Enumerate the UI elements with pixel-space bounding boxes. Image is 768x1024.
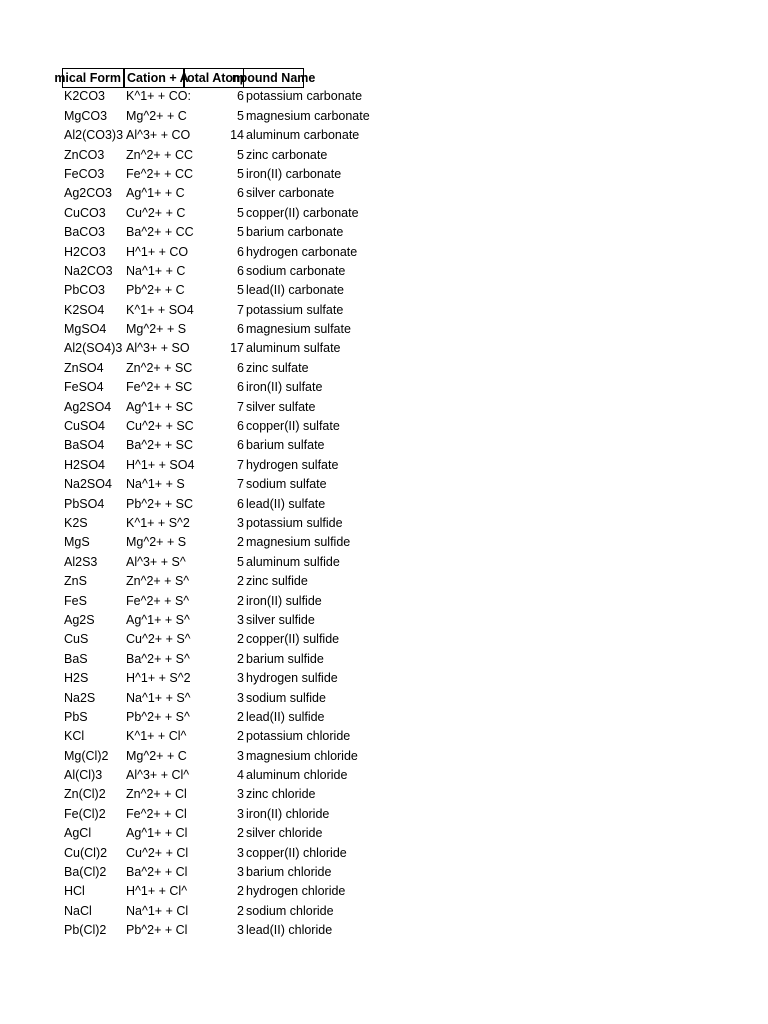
ions-cell[interactable]: K^1+ + SO4 [126, 302, 194, 317]
ions-cell[interactable]: H^1+ + Cl^ [126, 884, 188, 899]
atom-count-cell[interactable]: 2 [237, 903, 244, 918]
atom-count-cell[interactable]: 14 [230, 128, 244, 143]
compound-name-cell[interactable]: lead(II) sulfate [246, 496, 326, 511]
table-row [62, 514, 364, 533]
formula-cell[interactable]: CuS [64, 632, 89, 647]
header-compound-name[interactable] [232, 68, 316, 88]
atom-count-cell[interactable]: 7 [237, 477, 244, 492]
ions-cell[interactable]: Mg^2+ + S [126, 535, 187, 550]
formula-cell[interactable]: KCl [64, 729, 85, 744]
ions-cell[interactable]: K^1+ + S^2 [126, 515, 190, 530]
table-row [62, 727, 364, 746]
formula-cell[interactable]: ZnSO4 [64, 360, 104, 375]
compound-name-cell[interactable]: lead(II) sulfide [246, 709, 325, 724]
ions-cell[interactable]: Fe^2+ + SC [126, 380, 193, 395]
compound-name-cell[interactable]: barium sulfide [246, 651, 324, 666]
atom-count-cell[interactable]: 5 [237, 166, 244, 181]
ions-cell[interactable]: Cu^2+ + SC [126, 419, 194, 434]
compound-name-cell[interactable]: barium carbonate [246, 225, 344, 240]
header-label: mical Form [54, 71, 121, 85]
atom-count-cell[interactable]: 7 [237, 457, 244, 472]
compound-name-cell[interactable]: magnesium sulfide [246, 535, 351, 550]
spreadsheet [54, 68, 370, 941]
compound-name-cell[interactable]: hydrogen carbonate [246, 244, 358, 259]
compound-name-cell[interactable]: magnesium sulfate [246, 322, 351, 337]
formula-cell[interactable]: H2S [64, 671, 89, 686]
table-row [62, 339, 364, 358]
table-row [62, 243, 364, 262]
formula-cell[interactable]: FeS [64, 593, 87, 608]
formula-cell[interactable]: CuCO3 [64, 205, 106, 220]
atom-count-cell[interactable]: 6 [237, 263, 244, 278]
table-row [62, 592, 364, 611]
ions-cell[interactable]: Al^3+ + CO [126, 128, 191, 143]
table-row [62, 553, 364, 572]
table-row [62, 436, 364, 455]
formula-cell[interactable]: Mg(Cl)2 [64, 748, 109, 763]
atom-count-cell[interactable]: 3 [237, 748, 244, 763]
compound-name-cell[interactable]: magnesium chloride [246, 748, 358, 763]
ions-cell[interactable]: Al^3+ + Cl^ [126, 768, 190, 783]
compound-name-cell[interactable]: hydrogen sulfate [246, 457, 339, 472]
table-row [62, 572, 364, 591]
table-row [62, 650, 364, 669]
ions-cell[interactable]: Zn^2+ + S^ [126, 574, 190, 589]
table-row [62, 921, 364, 940]
compound-name-cell[interactable]: sodium carbonate [246, 263, 346, 278]
atom-count-cell[interactable]: 7 [237, 302, 244, 317]
table-row [62, 417, 364, 436]
formula-cell[interactable]: Ag2S [64, 612, 95, 627]
compound-name-cell[interactable]: aluminum sulfate [246, 341, 341, 356]
atom-count-cell[interactable]: 5 [237, 147, 244, 162]
formula-cell[interactable]: HCl [64, 884, 85, 899]
formula-cell[interactable]: H2SO4 [64, 457, 105, 472]
formula-cell[interactable]: ZnS [64, 574, 87, 589]
formula-cell[interactable]: FeCO3 [64, 166, 105, 181]
ions-cell[interactable]: Zn^2+ + SC [126, 360, 193, 375]
formula-cell[interactable]: MgS [64, 535, 90, 550]
compound-name-cell[interactable]: magnesium carbonate [246, 108, 370, 123]
table-row [62, 495, 364, 514]
compound-name-cell[interactable]: barium chloride [246, 865, 332, 880]
ions-cell[interactable]: H^1+ + CO [126, 244, 189, 259]
atom-count-cell[interactable]: 6 [237, 89, 244, 104]
atom-count-cell[interactable]: 3 [237, 612, 244, 627]
atom-count-cell[interactable]: 5 [237, 225, 244, 240]
atom-count-cell[interactable]: 2 [237, 574, 244, 589]
atom-count-cell[interactable]: 5 [237, 554, 244, 569]
formula-cell[interactable]: H2CO3 [64, 244, 106, 259]
table-row [62, 165, 364, 184]
atom-count-cell[interactable]: 2 [237, 535, 244, 550]
table-row [62, 708, 364, 727]
table-row [62, 747, 364, 766]
ions-cell[interactable]: Pb^2+ + S^ [126, 709, 190, 724]
atom-count-cell[interactable]: 3 [237, 515, 244, 530]
formula-cell[interactable]: BaCO3 [64, 225, 105, 240]
atom-count-cell[interactable]: 2 [237, 632, 244, 647]
table-row [62, 301, 364, 320]
formula-cell[interactable]: Na2S [64, 690, 96, 705]
formula-cell[interactable]: Na2CO3 [64, 263, 113, 278]
ions-cell[interactable]: Cu^2+ + Cl [126, 845, 189, 860]
ions-cell[interactable]: Pb^2+ + C [126, 283, 185, 298]
table-row [62, 126, 364, 145]
compound-name-cell[interactable]: silver chloride [246, 826, 323, 841]
ions-cell[interactable]: Ba^2+ + Cl [126, 865, 188, 880]
compound-name-cell[interactable]: aluminum sulfide [246, 554, 340, 569]
atom-count-cell[interactable]: 6 [237, 186, 244, 201]
table-row [62, 805, 364, 824]
ions-cell[interactable]: H^1+ + SO4 [126, 457, 195, 472]
table-row [62, 359, 364, 378]
table-row [62, 262, 364, 281]
ions-cell[interactable]: Mg^2+ + C [126, 108, 187, 123]
compound-name-cell[interactable]: aluminum chloride [246, 768, 348, 783]
compound-name-cell[interactable]: silver sulfate [246, 399, 316, 414]
compound-name-cell[interactable]: barium sulfate [246, 438, 325, 453]
header-cation-anion[interactable] [124, 68, 189, 88]
formula-cell[interactable]: Al(Cl)3 [64, 768, 103, 783]
compound-name-cell[interactable]: hydrogen sulfide [246, 671, 338, 686]
atom-count-cell[interactable]: 3 [237, 923, 244, 938]
atom-count-cell[interactable]: 5 [237, 205, 244, 220]
ions-cell[interactable]: Fe^2+ + CC [126, 166, 194, 181]
atom-count-cell[interactable]: 3 [237, 671, 244, 686]
ions-cell[interactable]: Na^1+ + Cl [126, 903, 189, 918]
ions-cell[interactable]: Fe^2+ + S^ [126, 593, 190, 608]
ions-cell[interactable]: Mg^2+ + S [126, 322, 187, 337]
header-label: npound Name [232, 71, 316, 85]
formula-cell[interactable]: K2CO3 [64, 89, 105, 104]
compound-name-cell[interactable]: potassium carbonate [246, 89, 363, 104]
compound-name-cell[interactable]: iron(II) sulfate [246, 380, 323, 395]
atom-count-cell[interactable]: 2 [237, 593, 244, 608]
table-row [62, 320, 364, 339]
compound-name-cell[interactable]: aluminum carbonate [246, 128, 360, 143]
compound-name-cell[interactable]: copper(II) sulfate [246, 419, 340, 434]
formula-cell[interactable]: Fe(Cl)2 [64, 806, 106, 821]
ions-cell[interactable]: Mg^2+ + C [126, 748, 187, 763]
ions-cell[interactable]: H^1+ + S^2 [126, 671, 191, 686]
header-row [54, 68, 364, 87]
compound-name-cell[interactable]: iron(II) carbonate [246, 166, 342, 181]
ions-cell[interactable]: Zn^2+ + CC [126, 147, 194, 162]
table-row [62, 533, 364, 552]
formula-cell[interactable]: Zn(Cl)2 [64, 787, 106, 802]
formula-cell[interactable]: Na2SO4 [64, 477, 112, 492]
ions-cell[interactable]: Ba^2+ + CC [126, 225, 194, 240]
table-row [62, 630, 364, 649]
atom-count-cell[interactable]: 6 [237, 244, 244, 259]
compound-name-cell[interactable]: copper(II) sulfide [246, 632, 340, 647]
formula-cell[interactable]: NaCl [64, 903, 92, 918]
header-label: Cation + A [127, 71, 189, 85]
compound-name-cell[interactable]: zinc chloride [246, 787, 316, 802]
formula-cell[interactable]: BaS [64, 651, 88, 666]
table-row [62, 844, 364, 863]
table-row [62, 902, 364, 921]
table-row [62, 863, 364, 882]
ions-cell[interactable]: Al^3+ + SO [126, 341, 190, 356]
ions-cell[interactable]: Na^1+ + S^ [126, 690, 191, 705]
atom-count-cell[interactable]: 2 [237, 826, 244, 841]
formula-cell[interactable]: Pb(Cl)2 [64, 923, 107, 938]
ions-cell[interactable]: Na^1+ + C [126, 263, 186, 278]
atom-count-cell[interactable]: 6 [237, 419, 244, 434]
table-row [62, 611, 364, 630]
compound-name-cell[interactable]: lead(II) carbonate [246, 283, 344, 298]
table-row [62, 766, 364, 785]
compound-name-cell[interactable]: zinc carbonate [246, 147, 328, 162]
formula-cell[interactable]: Ag2CO3 [64, 186, 112, 201]
formula-cell[interactable]: Al2(CO3)3 [64, 128, 124, 143]
compound-name-cell[interactable]: iron(II) sulfide [246, 593, 322, 608]
atom-count-cell[interactable]: 6 [237, 496, 244, 511]
ions-cell[interactable]: Ba^2+ + S^ [126, 651, 190, 666]
table-body [62, 87, 370, 940]
table-row [62, 456, 364, 475]
compound-name-cell[interactable]: copper(II) carbonate [246, 205, 359, 220]
table-row [62, 689, 364, 708]
table-row [62, 475, 364, 494]
atom-count-cell[interactable]: 3 [237, 865, 244, 880]
atom-count-cell[interactable]: 7 [237, 399, 244, 414]
atom-count-cell[interactable]: 3 [237, 787, 244, 802]
ions-cell[interactable]: Fe^2+ + Cl [126, 806, 187, 821]
ions-cell[interactable]: Zn^2+ + Cl [126, 787, 187, 802]
formula-cell[interactable]: CuSO4 [64, 419, 105, 434]
formula-cell[interactable]: Ag2SO4 [64, 399, 112, 414]
atom-count-cell[interactable]: 6 [237, 380, 244, 395]
ions-cell[interactable]: Ba^2+ + SC [126, 438, 194, 453]
atom-count-cell[interactable]: 3 [237, 690, 244, 705]
formula-cell[interactable]: K2SO4 [64, 302, 105, 317]
formula-cell[interactable]: ZnCO3 [64, 147, 105, 162]
table-row [62, 107, 370, 126]
formula-cell[interactable]: Ba(Cl)2 [64, 865, 107, 880]
compound-name-cell[interactable]: sodium chloride [246, 903, 334, 918]
atom-count-cell[interactable]: 4 [237, 768, 244, 783]
table-row [62, 882, 364, 901]
atom-count-cell[interactable]: 2 [237, 729, 244, 744]
compound-name-cell[interactable]: potassium chloride [246, 729, 351, 744]
formula-cell[interactable]: PbS [64, 709, 88, 724]
compound-name-cell[interactable]: hydrogen chloride [246, 884, 346, 899]
formula-cell[interactable]: Al2(SO4)3 [64, 341, 123, 356]
ions-cell[interactable]: Ag^1+ + S^ [126, 612, 190, 627]
formula-cell[interactable]: FeSO4 [64, 380, 104, 395]
ions-cell[interactable]: Ag^1+ + SC [126, 399, 194, 414]
formula-cell[interactable]: PbSO4 [64, 496, 105, 511]
table-row [62, 378, 364, 397]
ions-cell[interactable]: Al^3+ + S^ [126, 554, 186, 569]
compound-name-cell[interactable]: potassium sulfide [246, 515, 343, 530]
formula-cell[interactable]: BaSO4 [64, 438, 105, 453]
formula-cell[interactable]: K2S [64, 515, 88, 530]
ions-cell[interactable]: Cu^2+ + S^ [126, 632, 191, 647]
formula-cell[interactable]: MgCO3 [64, 108, 108, 123]
atom-count-cell[interactable]: 6 [237, 322, 244, 337]
compound-name-cell[interactable]: potassium sulfate [246, 302, 344, 317]
compound-name-cell[interactable]: silver sulfide [246, 612, 315, 627]
formula-cell[interactable]: AgCl [64, 826, 92, 841]
formula-cell[interactable]: Cu(Cl)2 [64, 845, 108, 860]
atom-count-cell[interactable]: 17 [230, 341, 244, 356]
atom-count-cell[interactable]: 3 [237, 806, 244, 821]
table-row [62, 223, 364, 242]
atom-count-cell[interactable]: 5 [237, 108, 244, 123]
compound-name-cell[interactable]: lead(II) chloride [246, 923, 333, 938]
table-row [62, 204, 364, 223]
formula-cell[interactable]: PbCO3 [64, 283, 105, 298]
table-row [62, 146, 364, 165]
table-row [62, 87, 364, 106]
compound-name-cell[interactable]: iron(II) chloride [246, 806, 330, 821]
atom-count-cell[interactable]: 2 [237, 709, 244, 724]
table-row [62, 184, 364, 203]
atom-count-cell[interactable]: 3 [237, 845, 244, 860]
formula-cell[interactable]: MgSO4 [64, 322, 107, 337]
ions-cell[interactable]: Cu^2+ + C [126, 205, 186, 220]
header-label: otal Atom [187, 71, 245, 85]
ions-cell[interactable]: K^1+ + CO: [126, 89, 191, 104]
table-row [62, 785, 364, 804]
compound-name-cell[interactable]: sodium sulfate [246, 477, 327, 492]
ions-cell[interactable]: K^1+ + Cl^ [126, 729, 187, 744]
atom-count-cell[interactable]: 6 [237, 438, 244, 453]
atom-count-cell[interactable]: 5 [237, 283, 244, 298]
compound-name-cell[interactable]: zinc sulfate [246, 360, 309, 375]
table-row [62, 281, 364, 300]
ions-cell[interactable]: Ag^1+ + Cl [126, 826, 188, 841]
formula-cell[interactable]: Al2S3 [64, 554, 98, 569]
compound-name-cell[interactable]: sodium sulfide [246, 690, 326, 705]
table-row [62, 398, 364, 417]
header-chemical-formula[interactable] [54, 68, 124, 88]
compound-name-cell[interactable]: silver carbonate [246, 186, 335, 201]
ions-cell[interactable]: Na^1+ + S [126, 477, 185, 492]
table-row [62, 669, 364, 688]
atom-count-cell[interactable]: 6 [237, 360, 244, 375]
ions-cell[interactable]: Pb^2+ + SC [126, 496, 194, 511]
ions-cell[interactable]: Pb^2+ + Cl [126, 923, 188, 938]
atom-count-cell[interactable]: 2 [237, 884, 244, 899]
compound-name-cell[interactable]: zinc sulfide [246, 574, 308, 589]
compound-name-cell[interactable]: copper(II) chloride [246, 845, 347, 860]
atom-count-cell[interactable]: 2 [237, 651, 244, 666]
table-row [62, 824, 364, 843]
ions-cell[interactable]: Ag^1+ + C [126, 186, 185, 201]
